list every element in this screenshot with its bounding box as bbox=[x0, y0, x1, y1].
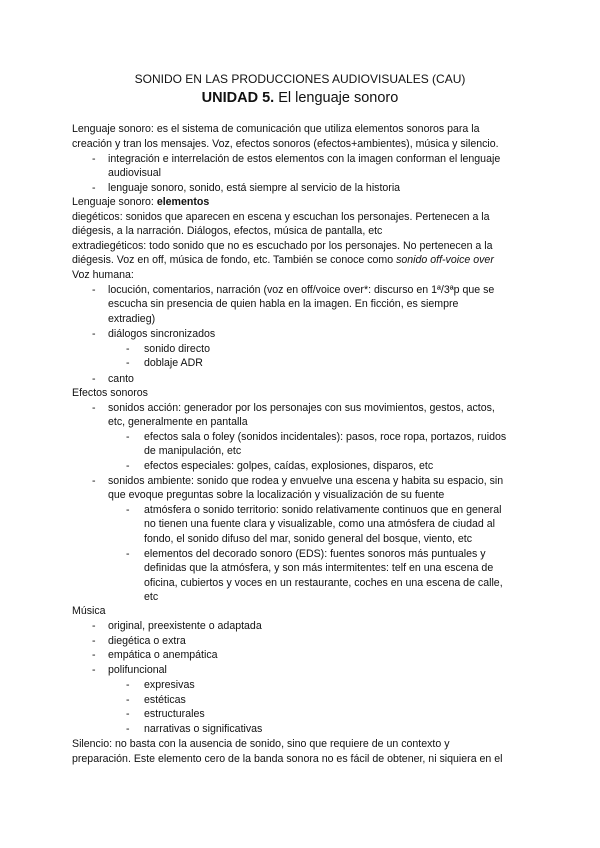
paragraph-line: extradiegéticos: todo sonido que no es escuchado por los personajes. No pertenecen a la bbox=[72, 240, 493, 252]
paragraph-line: Lenguaje sonoro: es el sistema de comunicación que utiliza elementos sonoros para la bbox=[72, 123, 480, 135]
sub-list-item: sonido directo bbox=[144, 343, 210, 355]
unit-heading-bold: UNIDAD 5. bbox=[201, 90, 275, 106]
bullet-dash: - bbox=[92, 635, 96, 647]
sub-list-item: elementos del decorado sonoro (EDS): fuentes sonoros más puntuales y bbox=[144, 548, 486, 560]
sub-list-item: efectos sala o foley (sonidos incidentales): pasos, roce ropa, portazos, ruidos bbox=[144, 431, 507, 443]
list-item: sonidos acción: generador por los personajes con sus movimientos, gestos, actos, bbox=[108, 402, 495, 414]
list-item: lenguaje sonoro, sonido, está siempre al servicio de la historia bbox=[108, 182, 401, 194]
sub-list-item-continuation: definidas que la atmósfera, y son más intermitentes: telf en una escena de bbox=[144, 562, 494, 574]
list-item: diálogos sincronizados bbox=[108, 328, 216, 340]
bullet-dash: - bbox=[126, 548, 130, 560]
section-heading: Música bbox=[72, 605, 106, 617]
paragraph-line: creación y tran los mensajes. Voz, efectos sonoros (efectos+ambientes), música y silencio. bbox=[72, 138, 499, 150]
paragraph-line: diégesis, a la narración. Diálogos, efectos, música de pantalla, etc bbox=[72, 225, 383, 237]
list-item-continuation: audiovisual bbox=[108, 167, 162, 179]
paragraph-line bbox=[72, 253, 550, 267]
sub-list-item: expresivas bbox=[144, 679, 195, 691]
bullet-dash: - bbox=[92, 664, 96, 676]
list-item: empática o anempática bbox=[108, 649, 218, 661]
bullet-dash: - bbox=[126, 679, 130, 691]
sub-list-item-continuation: oficina, cubiertos y voces en un restaurante, coches en una escena de calle, bbox=[144, 577, 503, 589]
paragraph-text: diégesis. Voz en off, música de fondo, etc. También se conoce como bbox=[72, 254, 397, 266]
bullet-dash: - bbox=[92, 620, 96, 632]
section-heading: Voz humana: bbox=[72, 269, 134, 281]
list-item-continuation: etc, generalmente en pantalla bbox=[108, 416, 248, 428]
sub-list-item: doblaje ADR bbox=[144, 357, 203, 369]
list-item: locución, comentarios, narración (voz en off/voice over*: discurso en 1ª/3ªp que se bbox=[108, 284, 495, 296]
paragraph-line: Silencio: no basta con la ausencia de sonido, sino que requiere de un contexto y bbox=[72, 738, 450, 750]
bullet-dash: - bbox=[92, 373, 96, 385]
bullet-dash: - bbox=[126, 694, 130, 706]
bullet-dash: - bbox=[92, 182, 96, 194]
bullet-dash: - bbox=[92, 284, 96, 296]
unit-heading-text: El lenguaje sonoro bbox=[274, 90, 399, 106]
list-item: sonidos ambiente: sonido que rodea y envuelve una escena y habita su espacio, sin bbox=[108, 475, 504, 487]
section-heading bbox=[72, 195, 550, 209]
sub-list-item: atmósfera o sonido territorio: sonido relativamente continuos que en general bbox=[144, 504, 502, 516]
bullet-dash: - bbox=[126, 708, 130, 720]
list-item: diegética o extra bbox=[108, 635, 186, 647]
paragraph-line: diegéticos: sonidos que aparecen en escena y escuchan los personajes. Pertenecen a la bbox=[72, 211, 490, 223]
document-title: SONIDO EN LAS PRODUCCIONES AUDIOVISUALES (CAU) bbox=[134, 72, 466, 86]
bullet-dash: - bbox=[126, 343, 130, 355]
sub-list-item-continuation: etc bbox=[144, 591, 159, 603]
bullet-dash: - bbox=[92, 649, 96, 661]
bullet-dash: - bbox=[92, 402, 96, 414]
unit-heading bbox=[0, 89, 600, 107]
list-item-continuation: escucha sin presencia de quien habla en la imagen. En ficción, es siempre bbox=[108, 298, 459, 310]
sub-list-item-continuation: de manipulación, etc bbox=[144, 445, 242, 457]
bullet-dash: - bbox=[92, 153, 96, 165]
paragraph-line: preparación. Este elemento cero de la banda sonora no es fácil de obtener, ni siquiera en el bbox=[72, 753, 503, 765]
sub-list-item: narrativas o significativas bbox=[144, 723, 263, 735]
bullet-dash: - bbox=[126, 504, 130, 516]
sub-list-item-continuation: fondo, el sonido difuso del mar, sonido general del bosque, viento, etc bbox=[144, 533, 473, 545]
sub-list-item: estéticas bbox=[144, 694, 186, 706]
list-item-continuation: extradieg) bbox=[108, 313, 156, 325]
sub-list-item: efectos especiales: golpes, caídas, explosiones, disparos, etc bbox=[144, 460, 434, 472]
bullet-dash: - bbox=[92, 475, 96, 487]
section-heading-text: Lenguaje sonoro: bbox=[72, 196, 157, 208]
bullet-dash: - bbox=[92, 328, 96, 340]
sub-list-item-continuation: no tienen una fuente clara y visualizable, como una atmósfera de ciudad al bbox=[144, 518, 495, 530]
bullet-dash: - bbox=[126, 723, 130, 735]
bullet-dash: - bbox=[126, 357, 130, 369]
section-heading: Efectos sonoros bbox=[72, 387, 148, 399]
section-heading-bold: elementos bbox=[156, 196, 210, 208]
list-item-continuation: que evoque preguntas sobre la localización y visualización de su fuente bbox=[108, 489, 445, 501]
sub-list-item: estructurales bbox=[144, 708, 205, 720]
list-item: original, preexistente o adaptada bbox=[108, 620, 262, 632]
bullet-dash: - bbox=[126, 460, 130, 472]
list-item: polifuncional bbox=[108, 664, 167, 676]
list-item: integración e interrelación de estos elementos con la imagen conforman el lenguaje bbox=[108, 153, 501, 165]
paragraph-italic: sonido off-voice over bbox=[396, 254, 494, 266]
list-item: canto bbox=[108, 373, 134, 385]
bullet-dash: - bbox=[126, 431, 130, 443]
